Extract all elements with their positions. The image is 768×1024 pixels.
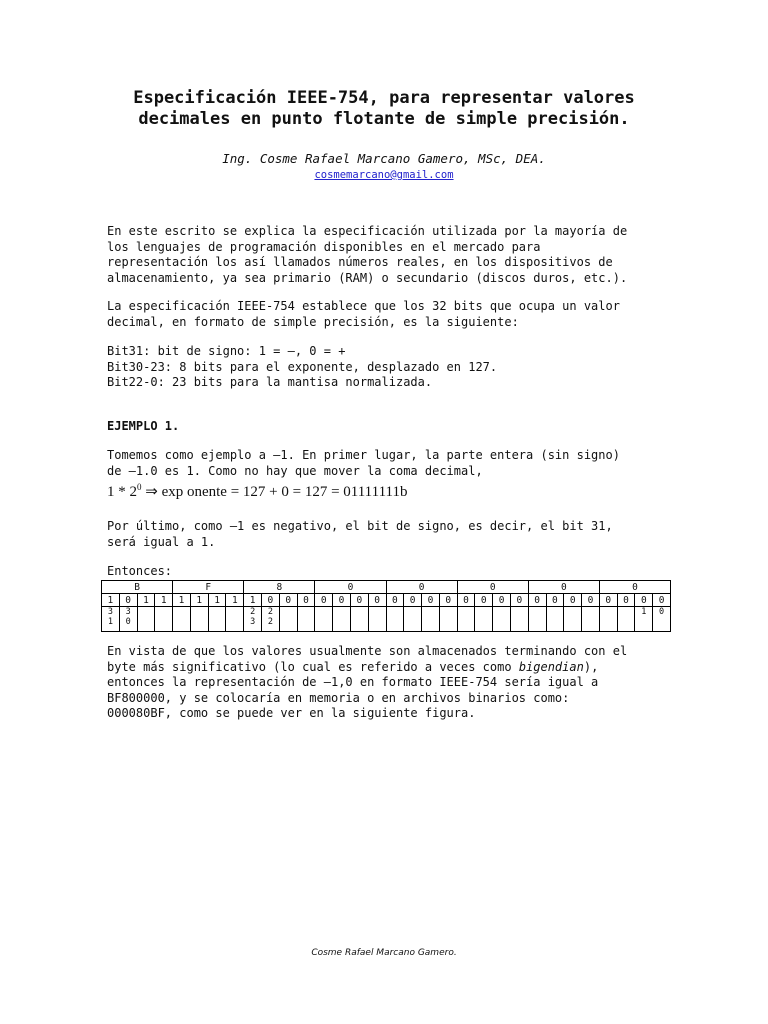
bit-position-cell	[137, 607, 155, 632]
bit-position-row	[102, 607, 671, 632]
document-title	[60, 88, 708, 130]
paragraph-line: será igual a 1.	[107, 534, 216, 549]
paragraph-line: almacenamiento, ya sea primario (RAM) o secundario (discos duros, etc.).	[107, 270, 628, 285]
bit-position-cell	[155, 607, 173, 632]
bit-position-cell	[439, 607, 457, 632]
bit-cell: 0	[510, 594, 528, 607]
page-footer: Cosme Rafael Marcano Gamero.	[311, 948, 457, 958]
bit-position-cell	[617, 607, 635, 632]
bit-layout-item: Bit30-23: 8 bits para el exponente, desplazado en 127.	[107, 359, 498, 374]
bit-cell: 1	[226, 594, 244, 607]
bit-cell: 0	[279, 594, 297, 607]
exponent-formula	[107, 482, 407, 501]
paragraph-line: decimal, en formato de simple precisión, es la siguiente:	[107, 314, 519, 329]
bit-cell: 0	[368, 594, 386, 607]
paragraph-line: Por último, como –1 es negativo, el bit de signo, es decir, el bit 31,	[107, 519, 613, 533]
bit-cell: 0	[333, 594, 351, 607]
bit-cell: 1	[137, 594, 155, 607]
bit-cell: 0	[422, 594, 440, 607]
bit-cell: 1	[208, 594, 226, 607]
bit-cell: 0	[653, 594, 671, 607]
bit-layout-item: Bit31: bit de signo: 1 = –, 0 = +	[107, 344, 346, 358]
bit-layout-list	[107, 344, 660, 391]
hex-digit-cell: 0	[599, 581, 670, 594]
bit-cell: 1	[244, 594, 262, 607]
hex-digit-cell: B	[102, 581, 173, 594]
bit-position-cell: 2 3	[244, 607, 262, 632]
bit-position-cell	[386, 607, 404, 632]
bit-cell: 0	[262, 594, 280, 607]
title-line-2: decimales en punto flotante de simple precisión.	[138, 109, 630, 129]
bit-cell: 0	[404, 594, 422, 607]
example-paragraph	[107, 448, 660, 479]
bit-position-cell	[368, 607, 386, 632]
bit-position-cell	[546, 607, 564, 632]
bit-cell: 0	[635, 594, 653, 607]
bit-cell: 0	[582, 594, 600, 607]
bit-position-cell	[404, 607, 422, 632]
bit-cell: 0	[493, 594, 511, 607]
bigendian-term: bigendian	[518, 659, 584, 674]
bit-cell: 0	[457, 594, 475, 607]
bit-position-cell	[208, 607, 226, 632]
hex-digit-cell: F	[173, 581, 244, 594]
bit-row	[102, 594, 671, 607]
bit-cell: 0	[475, 594, 493, 607]
bit-cell: 0	[350, 594, 368, 607]
paragraph-line: En vista de que los valores usualmente son almacenados terminando con el	[107, 644, 628, 658]
bit-position-cell	[564, 607, 582, 632]
bit-cell: 0	[297, 594, 315, 607]
bit-cell: 0	[617, 594, 635, 607]
paragraph-line: los lenguajes de programación disponibles en el mercado para	[107, 239, 541, 254]
bit-position-cell	[493, 607, 511, 632]
paragraph-line: La especificación IEEE-754 establece que los 32 bits que ocupa un valor	[107, 299, 620, 313]
hex-digit-cell: 8	[244, 581, 315, 594]
bit-position-cell	[173, 607, 191, 632]
bit-position-cell: 3 0	[119, 607, 137, 632]
bit-position-cell	[582, 607, 600, 632]
example-heading: EJEMPLO 1.	[107, 419, 180, 433]
bit-position-cell	[350, 607, 368, 632]
bit-position-cell	[475, 607, 493, 632]
bit-position-cell	[333, 607, 351, 632]
spec-paragraph	[107, 299, 660, 330]
closing-paragraph	[107, 644, 660, 722]
bit-position-cell: 1	[635, 607, 653, 632]
bit-cell: 1	[102, 594, 120, 607]
bit-cell: 1	[173, 594, 191, 607]
formula-rest: ⇒ exp onente = 127 + 0 = 127 = 01111111b	[141, 484, 408, 500]
bit-position-cell: 2 2	[262, 607, 280, 632]
author-line: Ing. Cosme Rafael Marcano Gamero, MSc, DEA.	[222, 151, 546, 166]
bit-cell: 0	[546, 594, 564, 607]
bit-position-cell: 3 1	[102, 607, 120, 632]
author-email-link[interactable]: cosmemarcano@gmail.com	[314, 169, 454, 181]
hex-row	[102, 581, 671, 594]
formula-exponent: 0	[137, 482, 142, 492]
bit-position-cell	[297, 607, 315, 632]
bit-position-cell	[599, 607, 617, 632]
paragraph-line: de –1.0 es 1. Como no hay que mover la coma decimal,	[107, 463, 483, 478]
bit-cell: 0	[564, 594, 582, 607]
hex-digit-cell: 0	[457, 581, 528, 594]
paragraph-line: Tomemos como ejemplo a –1. En primer lugar, la parte entera (sin signo)	[107, 448, 620, 462]
bit-position-cell: 0	[653, 607, 671, 632]
bit-position-cell	[510, 607, 528, 632]
bit-position-cell	[457, 607, 475, 632]
paragraph-line: En este escrito se explica la especificación utilizada por la mayoría de	[107, 224, 628, 238]
bit-cell: 0	[315, 594, 333, 607]
bit-position-cell	[315, 607, 333, 632]
bit-position-cell	[279, 607, 297, 632]
bit-cell: 0	[599, 594, 617, 607]
bit-cell: 0	[439, 594, 457, 607]
paragraph-line: byte más significativo (lo cual es referido a veces como bigendian),	[107, 659, 599, 674]
bit-position-cell	[226, 607, 244, 632]
hex-digit-cell: 0	[528, 581, 599, 594]
bit-position-cell	[190, 607, 208, 632]
bit-layout-item: Bit22-0: 23 bits para la mantisa normalizada.	[107, 375, 433, 389]
bit-cell: 1	[155, 594, 173, 607]
bit-cell: 1	[190, 594, 208, 607]
intro-paragraph	[107, 224, 660, 286]
bit-cell: 0	[528, 594, 546, 607]
formula-base: 1 * 2	[107, 484, 137, 500]
bit-position-cell	[528, 607, 546, 632]
title-line-1: Especificación IEEE-754, para representar valores	[133, 88, 635, 108]
paragraph-line: entonces la representación de –1,0 en formato IEEE-754 sería igual a	[107, 675, 599, 689]
hex-digit-cell: 0	[315, 581, 386, 594]
hex-digit-cell: 0	[386, 581, 457, 594]
paragraph-line: 000080BF, como se puede ver en la siguiente figura.	[107, 706, 476, 720]
bit-cell: 0	[119, 594, 137, 607]
entonces-label: Entonces:	[107, 564, 173, 578]
paragraph-line: representación los así llamados números reales, en los dispositivos de	[107, 255, 613, 269]
sign-paragraph	[107, 519, 660, 550]
bit-cell: 0	[386, 594, 404, 607]
bit-position-cell	[422, 607, 440, 632]
paragraph-line: BF800000, y se colocaría en memoria o en archivos binarios como:	[107, 690, 570, 705]
bit-table	[101, 580, 671, 632]
